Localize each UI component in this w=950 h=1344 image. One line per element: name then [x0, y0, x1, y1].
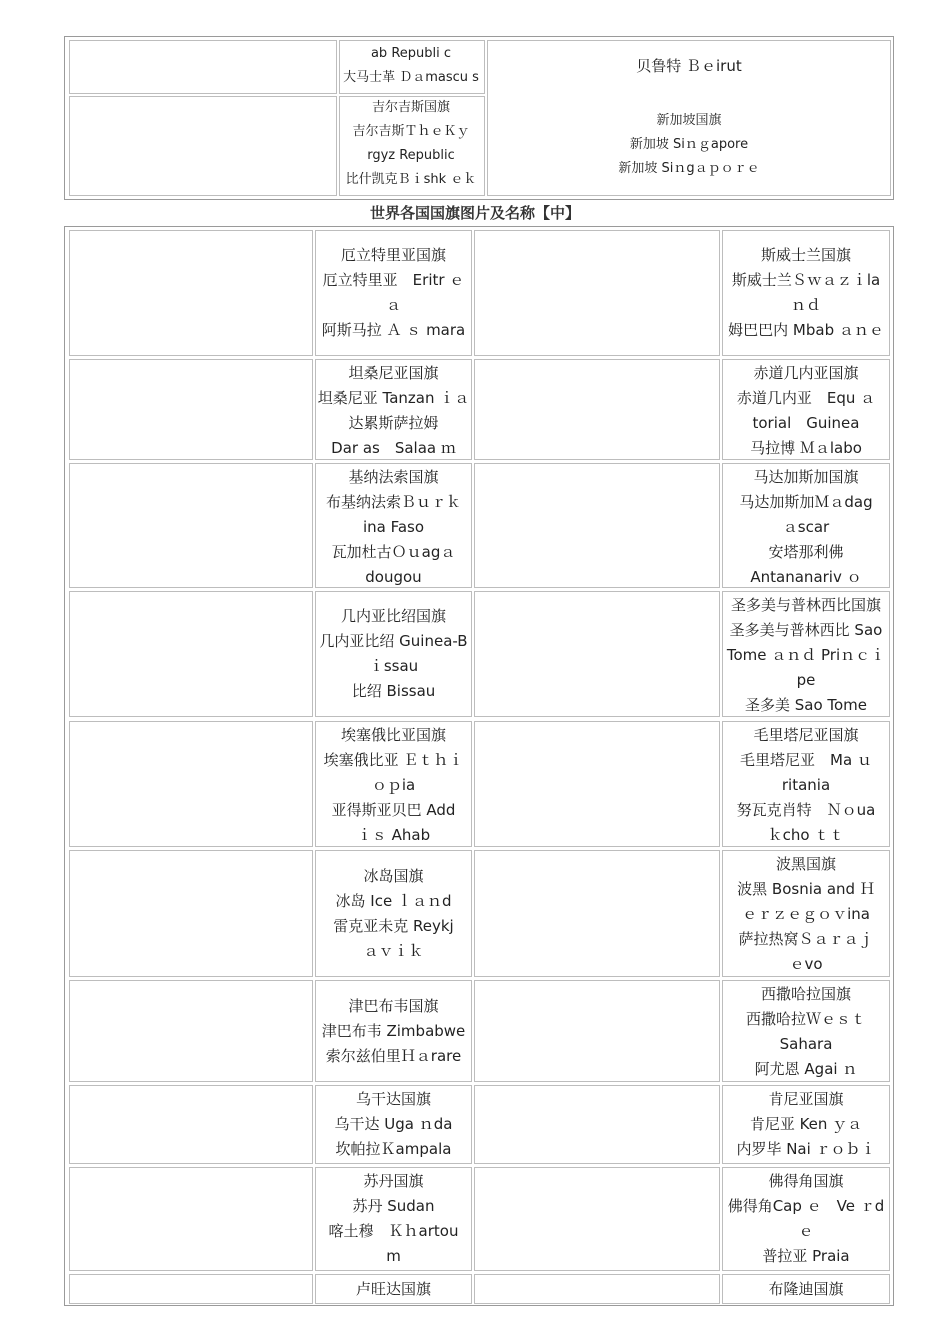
- table-cell-flag-mid: [474, 850, 720, 977]
- top-right-beirut: 贝鲁特 Ｂｅirut: [636, 57, 742, 75]
- country-entry-line: 瓦加杜古Ｏｕagａ: [331, 543, 456, 561]
- country-entry-line: 坦桑尼亚 Tanzan ｉａ: [317, 389, 470, 407]
- country-entry-line: 比绍 Bissau: [351, 682, 436, 700]
- top-row1-flag-cell: [69, 40, 337, 94]
- country-entry-line: ｋcho ｔｔ: [767, 826, 845, 844]
- country-entry-right: [723, 243, 889, 343]
- country-entry-left: [316, 361, 471, 461]
- country-entry-line: 西撒哈拉国旗: [760, 985, 851, 1003]
- country-entry-right: [723, 723, 889, 848]
- country-entry-line: ａ: [385, 296, 401, 314]
- country-entry-line: 亚得斯亚贝巴 Add: [331, 801, 456, 819]
- table-cell-flag-mid: [474, 1085, 720, 1164]
- country-entry-line: 几内亚比绍 Guinea-B: [319, 632, 468, 650]
- table-cell-flag-left: [69, 980, 313, 1082]
- table-cell-flag-mid: [474, 463, 720, 588]
- country-entry-line: 达累斯萨拉姆: [348, 414, 439, 432]
- country-entry-line: 阿斯马拉 Ａ ｓ mara: [321, 321, 466, 339]
- country-entry-line: 斯威士兰国旗: [760, 246, 851, 264]
- country-entry-line: pe: [796, 671, 816, 689]
- country-entry-line: 肯尼亚国旗: [768, 1090, 844, 1108]
- country-entry-line: 冰岛国旗: [363, 867, 424, 885]
- top-row2-flag-cell: [69, 96, 337, 196]
- country-entry-line: 圣多美与普林西比国旗: [730, 596, 881, 614]
- country-entry-line: 喀土穆 Ｋｈartou: [328, 1222, 459, 1240]
- country-entry-line: ｎｄ: [790, 296, 821, 314]
- country-entry-line: ｅ: [798, 1222, 814, 1240]
- country-entry-line: 布基纳法索Ｂｕｒｋ: [325, 493, 461, 511]
- country-entry-line: 圣多美 Sao Tome: [744, 696, 868, 714]
- country-entry-right: [723, 465, 889, 590]
- country-entry-line: 努瓦克肖特 Ｎｏua: [736, 801, 876, 819]
- table-cell-flag-mid: [474, 1274, 720, 1304]
- country-entry-line: 毛里塔尼亚国旗: [753, 726, 859, 744]
- country-entry-line: 乌干达国旗: [355, 1090, 431, 1108]
- country-entry-line: 佛得角国旗: [768, 1172, 844, 1190]
- table-cell-flag-left: [69, 850, 313, 977]
- table-cell-flag-mid: [474, 1167, 720, 1271]
- country-entry-right: [723, 1087, 889, 1162]
- country-entry-line: 埃塞俄比亚国旗: [340, 726, 446, 744]
- country-entry-left: [316, 243, 471, 343]
- country-entry-line: 安塔那利佛: [768, 543, 844, 561]
- country-entry-right: [723, 1277, 889, 1302]
- country-entry-line: 圣多美与普林西比 Sao: [729, 621, 883, 639]
- table-cell-flag-mid: [474, 230, 720, 356]
- country-entry-line: 厄立特里亚 Eritr ｅ: [322, 271, 465, 289]
- country-entry-line: 波黑 Bosnia and Ｈ: [737, 880, 875, 898]
- country-entry-line: torial Guinea: [752, 414, 860, 432]
- country-entry-line: 西撒哈拉Ｗｅｓｔ: [745, 1010, 866, 1028]
- country-entry-line: ａｖｉｋ: [363, 942, 424, 960]
- table-cell-flag-mid: [474, 721, 720, 847]
- country-entry-line: ｏｐia: [371, 776, 416, 794]
- table-cell-flag-left: [69, 721, 313, 847]
- country-entry-right: [723, 982, 889, 1082]
- country-entry-line: 波黑国旗: [775, 855, 836, 873]
- table-cell-flag-left: [69, 463, 313, 588]
- country-entry-left: [316, 723, 471, 848]
- country-entry-line: 佛得角Cap ｅ Ve ｒd: [727, 1197, 885, 1215]
- country-entry-left: [316, 994, 471, 1069]
- table-cell-flag-left: [69, 1085, 313, 1164]
- country-entry-line: 坦桑尼亚国旗: [348, 364, 439, 382]
- country-entry-right: [723, 852, 889, 977]
- country-entry-line: Antananariv ｏ: [750, 568, 862, 586]
- country-entry-line: 津巴布韦 Zimbabwe: [321, 1022, 466, 1040]
- table-cell-flag-mid: [474, 359, 720, 460]
- country-entry-line: 肯尼亚 Ken ｙａ: [749, 1115, 863, 1133]
- country-entry-line: dougou: [365, 568, 422, 586]
- country-entry-left: [316, 465, 471, 590]
- country-entry-line: 马达加斯加Ｍａdag: [739, 493, 873, 511]
- country-entry-line: 苏丹国旗: [363, 1172, 424, 1190]
- country-entry-line: 阿尤恩 Agai ｎ: [754, 1060, 858, 1078]
- country-entry-line: Tome ａｎｄ Priｎｃｉ: [726, 646, 886, 664]
- country-entry-line: 乌干达 Uga ｎda: [334, 1115, 453, 1133]
- country-entry-right: [723, 361, 889, 461]
- country-entry-line: ｅvo: [789, 955, 823, 973]
- country-entry-line: 马达加斯加国旗: [753, 468, 859, 486]
- country-entry-line: ｉssau: [368, 657, 419, 675]
- table-cell-flag-left: [69, 591, 313, 717]
- top-row1-middle-text: ab Republi c 大马士革 Ｄａmascu s: [343, 46, 479, 85]
- country-entry-line: 雷克亚未克 Reykj: [333, 917, 454, 935]
- table-cell-flag-left: [69, 1274, 313, 1304]
- country-entry-line: ｅｒｚｅｇｏｖina: [742, 905, 870, 923]
- table-cell-flag-left: [69, 359, 313, 460]
- country-entry-line: 斯威士兰Ｓｗａｚｉla: [731, 271, 881, 289]
- country-entry-line: ina Faso: [362, 518, 425, 536]
- country-entry-line: 萨拉热窝Ｓａｒａｊ: [738, 930, 874, 948]
- country-entry-line: 冰岛 Ice ｌａｎd: [335, 892, 452, 910]
- top-right-singapore: 新加坡国旗 新加坡 Siｎｇapore 新加坡 Siｎgａｐｏｒｅ: [618, 113, 760, 176]
- country-entry-line: ｉｓ Ahab: [356, 826, 431, 844]
- country-entry-line: Sahara: [779, 1035, 833, 1053]
- country-entry-line: ritania: [781, 776, 831, 794]
- country-entry-line: Dar as Salaa ｍ: [331, 439, 456, 457]
- country-entry-right: [723, 1169, 889, 1269]
- table-cell-flag-mid: [474, 591, 720, 717]
- country-entry-left: [316, 1277, 471, 1302]
- country-entry-line: 基纳法索国旗: [348, 468, 439, 486]
- country-entry-line: 姆巴巴内 Mbab ａｎｅ: [728, 321, 884, 339]
- country-entry-line: 几内亚比绍国旗: [340, 607, 446, 625]
- top-row2-middle-text: 吉尔吉斯国旗 吉尔吉斯ＴｈｅＫｙ rgyz Republic 比什凯克Ｂｉshk ｅｋ: [345, 100, 477, 187]
- country-entry-right: [723, 593, 889, 718]
- country-entry-line: 布隆迪国旗: [768, 1280, 844, 1298]
- country-entry-line: 坎帕拉Ｋampala: [335, 1140, 452, 1158]
- country-entry-line: ａscar: [782, 518, 830, 536]
- country-entry-left: [316, 864, 471, 964]
- country-entry-line: 内罗毕 Nai ｒｏｂｉ: [736, 1140, 876, 1158]
- table-cell-flag-mid: [474, 980, 720, 1082]
- country-entry-left: [316, 1087, 471, 1162]
- country-entry-line: 赤道几内亚 Equ ａ: [736, 389, 876, 407]
- country-entry-line: 厄立特里亚国旗: [340, 246, 446, 264]
- country-entry-line: 马拉博 Ｍａlabo: [750, 439, 862, 457]
- country-entry-line: 津巴布韦国旗: [348, 997, 439, 1015]
- country-entry-left: [316, 1169, 471, 1269]
- country-entry-line: 普拉亚 Praia: [762, 1247, 850, 1265]
- country-entry-line: 毛里塔尼亚 Ma ｕ: [740, 751, 872, 769]
- section-heading: 世界各国国旗图片及名称【中】: [369, 204, 580, 222]
- country-entry-line: 卢旺达国旗: [355, 1280, 431, 1298]
- table-cell-flag-left: [69, 1167, 313, 1271]
- country-entry-line: 赤道几内亚国旗: [753, 364, 859, 382]
- country-entry-line: m: [386, 1247, 401, 1265]
- country-entry-line: 苏丹 Sudan: [352, 1197, 435, 1215]
- country-entry-line: 索尔兹伯里Ｈａrare: [325, 1047, 462, 1065]
- country-entry-left: [316, 604, 471, 704]
- country-entry-line: 埃塞俄比亚 Ｅｔｈｉ: [323, 751, 464, 769]
- table-cell-flag-left: [69, 230, 313, 356]
